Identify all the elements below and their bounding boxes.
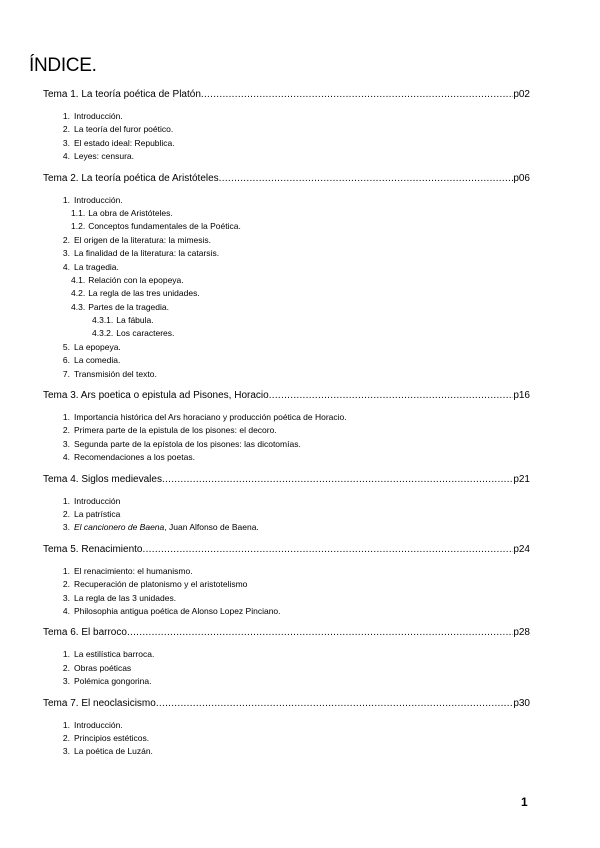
list-item [43, 123, 530, 136]
item-number: 6. [62, 355, 70, 366]
item-number: 2. [62, 124, 70, 135]
item-number: 7. [62, 368, 70, 379]
page-reference: p24 [513, 543, 530, 555]
list-item [43, 274, 530, 287]
list-item [43, 354, 530, 367]
item-number: 3. [62, 592, 70, 603]
item-number: 3. [62, 746, 70, 757]
tema-item-list [43, 565, 530, 619]
item-number: 3. [62, 248, 70, 259]
tema-item-list [43, 110, 530, 164]
tema-entry[interactable] [43, 626, 530, 640]
item-text: La comedia. [74, 355, 121, 366]
item-text: La estilística barroca. [74, 649, 155, 660]
item-number: 3. [62, 676, 70, 687]
item-text: Philosophia antigua poética de Alonso Lopez Pinciano. [74, 605, 281, 616]
tema-entry[interactable] [43, 389, 530, 403]
list-item [43, 411, 530, 424]
book-title: El cancionero de Baena [74, 522, 165, 533]
list-item [43, 719, 530, 732]
list-item [43, 675, 530, 688]
item-number: 5. [62, 341, 70, 352]
tema-section [43, 389, 530, 465]
item-text: La finalidad de la literatura: la catarsis. [74, 248, 220, 259]
list-item [43, 578, 530, 591]
item-text: Obras poéticas [74, 662, 132, 673]
tema-section [43, 543, 530, 619]
item-number: 3. [62, 522, 70, 533]
item-number: 4.3.2. [92, 328, 114, 339]
item-number: 4.1. [71, 274, 86, 285]
item-text: Los caracteres. [116, 328, 175, 339]
item-text: La teoría del furor poético. [74, 124, 174, 135]
dot-leader [201, 88, 513, 102]
item-number: 4. [62, 605, 70, 616]
item-number: 1.2. [71, 221, 86, 232]
dot-leader [127, 626, 513, 640]
item-text: Segunda parte de la epístola de los pisones: las dicotomías. [74, 438, 301, 449]
page-number: 1 [521, 795, 528, 809]
list-item [43, 220, 530, 233]
tema-title: Tema 3. Ars poetica o epistula ad Pisones, Horacio [43, 390, 269, 402]
item-text: La epopeya. [74, 341, 121, 352]
dot-leader [269, 389, 514, 403]
list-item [43, 662, 530, 675]
item-text: La patrística [74, 508, 121, 519]
item-text: Importancia histórica del Ars horaciano y producción poética de Horacio. [74, 412, 347, 423]
tema-entry[interactable] [43, 172, 530, 186]
list-item [43, 732, 530, 745]
list-item [43, 424, 530, 437]
tema-title: Tema 2. La teoría poética de Aristóteles [43, 172, 219, 184]
item-number: 1.1. [71, 207, 86, 218]
tema-section [43, 88, 530, 164]
list-item [43, 368, 530, 381]
item-text: Leyes: censura. [74, 151, 135, 162]
list-item [43, 261, 530, 274]
item-text: , Juan Alfonso de Baena. [164, 522, 259, 533]
list-item [43, 605, 530, 618]
item-text: El estado ideal: Republica. [74, 137, 175, 148]
page-reference: p28 [513, 627, 530, 639]
item-text: La regla de las tres unidades. [88, 288, 200, 299]
list-item [43, 565, 530, 578]
item-text: Introducción [74, 495, 121, 506]
tema-item-list [43, 648, 530, 688]
page-reference: p21 [513, 473, 530, 485]
list-item [43, 207, 530, 220]
tema-section [43, 172, 530, 381]
list-item [43, 150, 530, 163]
item-number: 2. [62, 732, 70, 743]
tema-title: Tema 1. La teoría poética de Platón [43, 89, 201, 100]
list-item [43, 287, 530, 300]
item-number: 1. [62, 719, 70, 730]
tema-title: Tema 6. El barroco [43, 627, 127, 639]
item-number: 4. [62, 151, 70, 162]
list-item [43, 314, 530, 327]
item-number: 2. [62, 234, 70, 245]
item-number: 2. [62, 579, 70, 590]
tema-entry[interactable] [43, 473, 530, 487]
item-text: La poética de Luzán. [74, 746, 153, 757]
tema-entry[interactable] [43, 697, 530, 711]
list-item [43, 327, 530, 340]
item-text: Conceptos fundamentales de la Poética. [88, 221, 241, 232]
item-text: Transmisión del texto. [74, 368, 157, 379]
item-number: 3. [62, 137, 70, 148]
item-number: 1. [62, 412, 70, 423]
item-text: Relación con la epopeya. [88, 274, 184, 285]
tema-title: Tema 4. Siglos medievales [43, 473, 162, 485]
item-number: 2. [62, 508, 70, 519]
item-number: 4.2. [71, 288, 86, 299]
item-text: Polémica gongorina. [74, 676, 152, 687]
list-item [43, 194, 530, 207]
dot-leader [162, 473, 513, 487]
tema-item-list [43, 194, 530, 381]
item-text: La fábula. [116, 315, 154, 326]
list-item [43, 521, 530, 534]
item-text: La tragedia. [74, 261, 119, 272]
page-title: ÍNDICE. [29, 55, 97, 76]
item-number: 1. [62, 565, 70, 576]
item-text: Principios estéticos. [74, 732, 150, 743]
list-item [43, 745, 530, 758]
item-number: 2. [62, 425, 70, 436]
list-item [43, 234, 530, 247]
item-text: Introducción. [74, 719, 123, 730]
tema-entry[interactable] [43, 88, 530, 102]
tema-item-list [43, 411, 530, 465]
tema-title: Tema 7. El neoclasicismo [43, 697, 156, 709]
item-text: Partes de la tragedia. [88, 301, 169, 312]
item-text: Primera parte de la epistula de los pisones: el decoro. [74, 425, 277, 436]
page-reference: p30 [513, 697, 530, 709]
item-text: La regla de las 3 unidades. [74, 592, 177, 603]
item-text: Recomendaciones a los poetas. [74, 452, 195, 463]
page-reference: p16 [513, 390, 530, 402]
item-text: Introducción. [74, 194, 123, 205]
tema-section [43, 473, 530, 535]
list-item [43, 648, 530, 661]
item-number: 1. [62, 649, 70, 660]
tema-item-list [43, 495, 530, 535]
list-item [43, 110, 530, 123]
item-number: 4. [62, 452, 70, 463]
list-item [43, 301, 530, 314]
list-item [43, 592, 530, 605]
item-text: Recuperación de platonismo y el aristotelismo [74, 579, 248, 590]
tema-title: Tema 5. Renacimiento [43, 543, 143, 555]
item-text: El origen de la literatura: la mimesis. [74, 234, 212, 245]
tema-item-list [43, 719, 530, 759]
list-item [43, 341, 530, 354]
dot-leader [143, 543, 514, 557]
item-number: 4. [62, 261, 70, 272]
dot-leader [156, 697, 513, 711]
list-item [43, 137, 530, 150]
dot-leader [219, 172, 514, 186]
item-text: La obra de Aristóteles. [88, 207, 173, 218]
table-of-contents [43, 88, 530, 767]
item-number: 3. [62, 438, 70, 449]
item-number: 1. [62, 194, 70, 205]
item-number: 2. [62, 662, 70, 673]
list-item [43, 495, 530, 508]
list-item [43, 247, 530, 260]
item-number: 1. [62, 495, 70, 506]
item-text: El renacimiento: el humanismo. [74, 565, 193, 576]
item-number: 4.3. [71, 301, 86, 312]
page-reference: p02 [513, 89, 530, 100]
list-item [43, 451, 530, 464]
item-text: Introducción. [74, 111, 123, 121]
page-reference: p06 [513, 172, 530, 184]
tema-section [43, 626, 530, 688]
item-number: 4.3.1. [92, 315, 114, 326]
tema-section [43, 697, 530, 759]
list-item [43, 438, 530, 451]
item-number: 1. [62, 111, 70, 121]
tema-entry[interactable] [43, 543, 530, 557]
list-item [43, 508, 530, 521]
